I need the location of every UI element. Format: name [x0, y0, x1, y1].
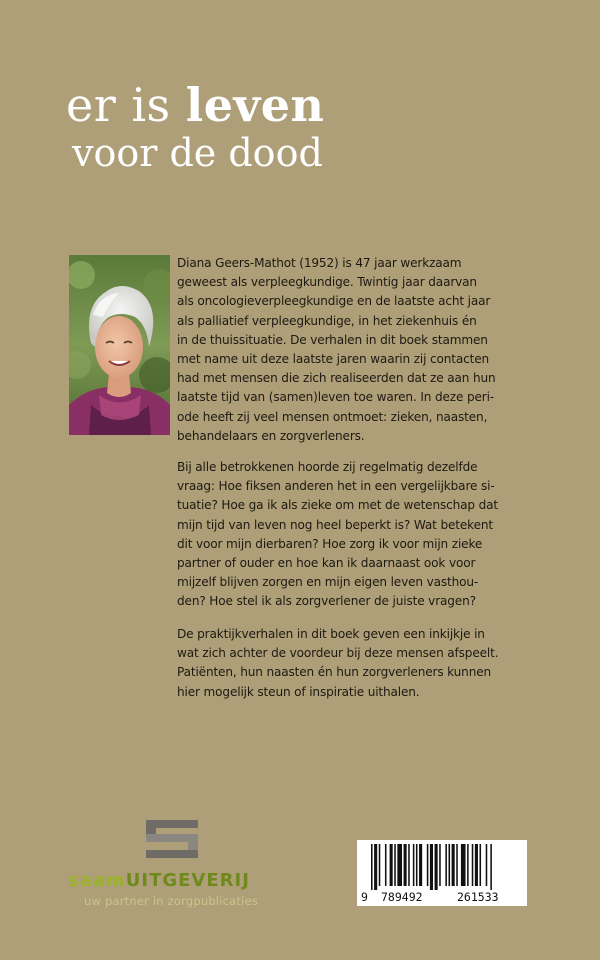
- publisher-tagline: uw partner in zorgpublicaties: [84, 894, 258, 908]
- barcode-bar: [472, 844, 474, 886]
- barcode-bar: [480, 844, 482, 886]
- text-line: laatste tijd van (samen)leven toe waren. In deze peri-: [177, 390, 495, 405]
- text-line: Patiënten, hun naasten én hun zorgverleners kunnen: [177, 665, 492, 680]
- title-line-1: [66, 78, 325, 132]
- text-line: ode heeft zij veel mensen ontmoet: zieken, naasten,: [177, 409, 488, 424]
- title-part-1: er is: [66, 78, 186, 132]
- barcode-bar: [394, 844, 396, 886]
- barcode-bar: [413, 844, 415, 886]
- barcode-bar: [461, 844, 466, 886]
- barcode-bar: [416, 844, 418, 886]
- publisher-logo-icon: [144, 818, 200, 862]
- author-portrait-icon: [69, 255, 170, 435]
- text-line: als palliatief verpleegkundige, in het ziekenhuis én: [177, 313, 477, 328]
- barcode-bar: [445, 844, 447, 886]
- book-title: [66, 78, 325, 175]
- publisher-name: [68, 870, 250, 891]
- barcode-bar: [467, 844, 469, 886]
- text-line: in de thuissituatie. De verhalen in dit boek stammen: [177, 332, 488, 347]
- barcode-bar: [374, 844, 377, 890]
- barcode-digit-group-1: 789492: [381, 890, 423, 904]
- text-line: als oncologieverpleegkundige en de laatste acht jaar: [177, 294, 491, 309]
- text-line: mijzelf blijven zorgen en mijn eigen leven vasthou-: [177, 575, 479, 590]
- barcode-bar: [390, 844, 393, 886]
- text-line: partner of ouder en hoe kan ik daarnaast ook voor: [177, 556, 476, 571]
- barcode-bar: [475, 844, 478, 886]
- barcode-bar: [385, 844, 387, 886]
- barcode-bar: [419, 844, 422, 886]
- barcode-digit-first: 9: [361, 890, 368, 904]
- barcode-bar: [371, 844, 373, 890]
- publisher-logo: [68, 818, 288, 918]
- text-line: had met mensen die zich realiseerden dat ze aan hun: [177, 371, 496, 386]
- barcode-bar: [452, 844, 455, 886]
- summary-paragraph: [177, 625, 532, 702]
- barcode-bar: [404, 844, 407, 886]
- barcode-bar: [397, 844, 402, 886]
- barcode-digit-group-2: 261533: [457, 890, 499, 904]
- text-line: hier mogelijk steun of inspiratie uithalen.: [177, 684, 420, 699]
- author-bio-paragraph: [177, 254, 532, 446]
- barcode-bar: [430, 844, 433, 890]
- publisher-name-uitgeverij: UITGEVERIJ: [125, 870, 250, 891]
- author-photo: [69, 255, 170, 435]
- text-line: mijn tijd van leven nog heel beperkt is? Wat betekent: [177, 517, 493, 532]
- barcode-bar: [379, 844, 381, 886]
- text-line: vraag: Hoe fiksen anderen het in een vergelijkbare si-: [177, 479, 495, 494]
- text-line: met name uit deze laatste jaren waarin zij contacten: [177, 352, 490, 367]
- text-line: Bij alle betrokkenen hoorde zij regelmatig dezelfde: [177, 460, 478, 474]
- barcode-bar: [486, 844, 488, 886]
- barcode-bar: [408, 844, 410, 886]
- text-line: geweest als verpleegkundige. Twintig jaar daarvan: [177, 275, 477, 290]
- text-line: wat zich achter de voordeur bij deze mensen afspeelt.: [177, 646, 499, 661]
- barcode-bar: [435, 844, 438, 890]
- publisher-name-saam: saam: [68, 870, 126, 891]
- questions-paragraph: [177, 458, 532, 612]
- barcode-bar: [439, 844, 441, 886]
- text-line: Diana Geers-Mathot (1952) is 47 jaar werkzaam: [177, 256, 462, 270]
- barcode-bar: [490, 844, 492, 890]
- barcode-bar: [427, 844, 429, 886]
- barcode-icon: [357, 840, 527, 890]
- title-line-2: voor de dood: [72, 131, 323, 175]
- title-emphasis: leven: [185, 78, 325, 132]
- text-line: den? Hoe stel ik als zorgverlener de juiste vragen?: [177, 594, 476, 609]
- isbn-barcode: [357, 840, 527, 906]
- barcode-bar: [456, 844, 458, 886]
- text-line: dit voor mijn dierbaren? Hoe zorg ik voor mijn zieke: [177, 536, 483, 551]
- text-line: tuatie? Hoe ga ik als zieke om met de wetenschap dat: [177, 498, 499, 513]
- text-line: De praktijkverhalen in dit boek geven een inkijkje in: [177, 627, 485, 641]
- barcode-bar: [449, 844, 451, 886]
- text-line: behandelaars en zorgverleners.: [177, 428, 365, 443]
